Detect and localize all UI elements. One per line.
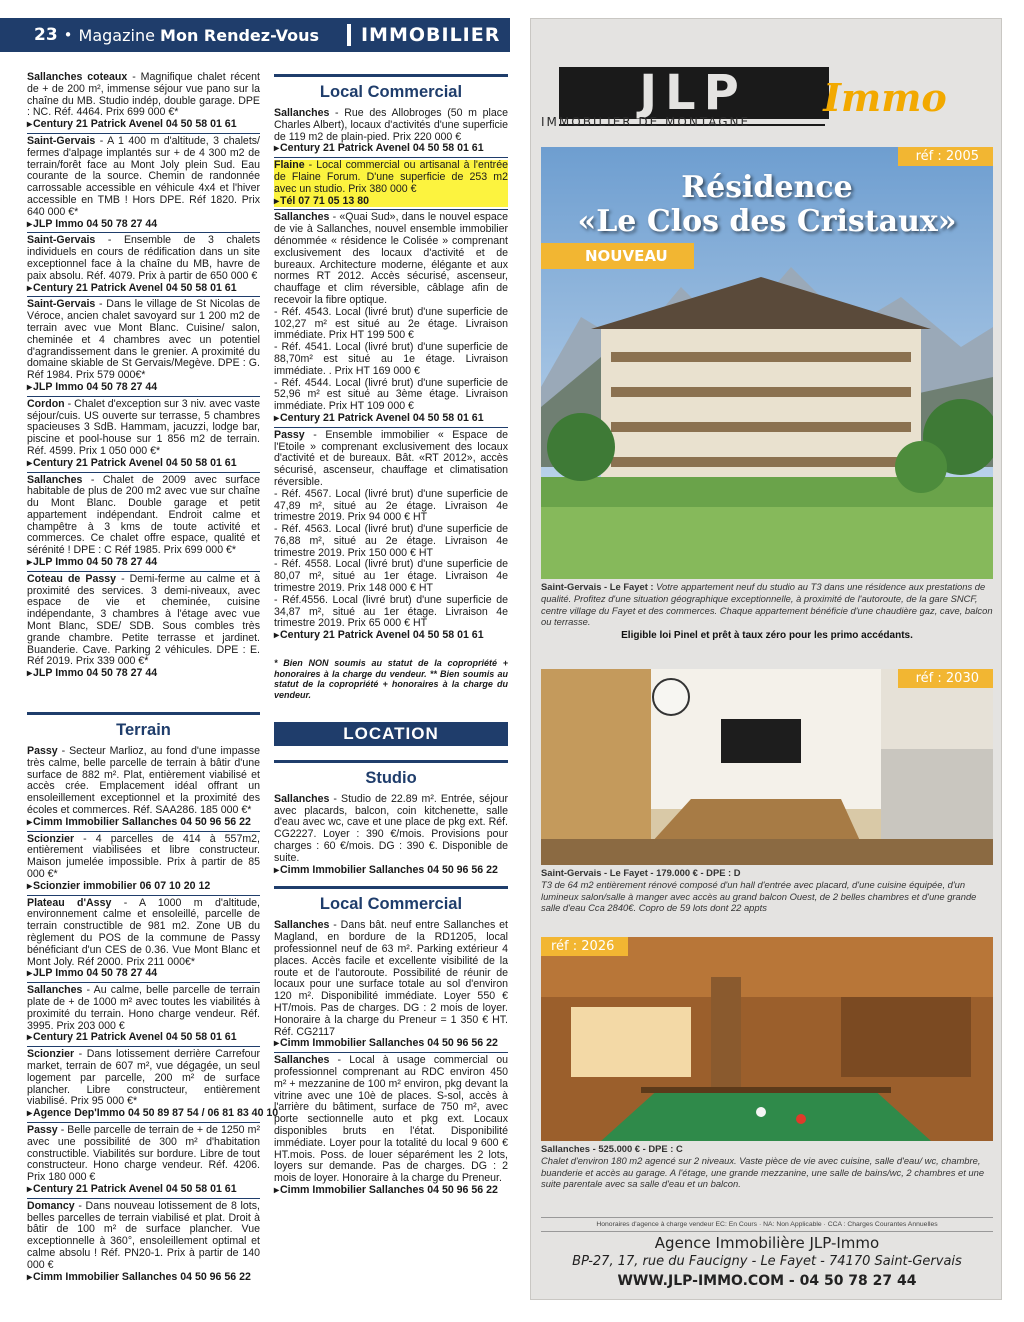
listing-text: - Ensemble immobilier « Espace de l'Etoile » comprenant exclusivement des locaux d'activité et de bureaux. Bât. «RT 2012», accès sécurisé, ascenseur, chauffage et climatisation réversible. - Réf. 4567. Local (livré brut) d'une superficie de 47,89 m², situé au 2e étage. Livraison 4e trimestre 2019. Prix 94 000 € HT - Réf. 4563. Local (livré brut) d'une superficie de 76,88 m², situé au 2e étage. Livraison 4e trimestre 2019. Prix 150 000 € HT - Réf. 4558. Local (livré brut) d'une superficie de 80,07 m², situé au 1er étage. Livraison 4e trimestre 2019. Prix 148 000 € HT - Réf.4556. Local (livré brut) d'une superficie de 34,87 m², situé au 1er étage. Livraison 4e trimestre 2019. Prix 65 000 € HT — [274, 428, 508, 630]
svg-text:Immo: Immo — [823, 75, 947, 120]
listing-town: Cordon — [27, 397, 65, 410]
listing — [274, 918, 508, 1052]
studio-ads-list — [274, 792, 508, 879]
listing-contact: ▸ Scionzier immobilier 06 07 10 20 12 — [27, 881, 260, 893]
listing-town: Passy — [274, 428, 305, 441]
listing-contact: ▸ Century 21 Patrick Avenel 04 50 58 01 61 — [27, 119, 260, 131]
listing-town: Sallanches — [274, 211, 330, 224]
listing-town: Coteau de Passy — [27, 572, 117, 585]
local-commercial-ads-list — [274, 106, 508, 644]
listing — [274, 157, 508, 209]
listing-contact: ▸ Century 21 Patrick Avenel 04 50 58 01 61 — [274, 143, 508, 155]
agency-address: BP-27, 17, rue du Faucigny - Le Fayet - 74170 Saint-Gervais — [572, 1254, 962, 1269]
listing — [27, 831, 260, 895]
chalet-photo — [541, 937, 993, 1141]
sale-ads-list — [27, 70, 260, 682]
agency-website[interactable]: WWW.JLP-IMMO.COM - 04 50 78 27 44 — [617, 1273, 917, 1289]
listing-text: - Local commercial ou artisanal à l'entrée de Flaine Forum. D'une superficie de 253 m2 avec un studio. Prix 380 000 € — [274, 159, 508, 195]
apartment-photo — [541, 669, 993, 865]
listing-town: Sallanches coteaux — [27, 71, 128, 83]
local-commercial-location-heading: Local Commercial — [274, 886, 508, 918]
listing-text: - Secteur Marlioz, au fond d'une impasse très calme, belle parcelle de terrain à bâtir d'une surface de 882 m². Plat, entièrement viabilisé et accès crée. Emplacement idéal offrant un ensoleillement exceptionnel et la proximité des écoles et commerces. Réf. SAA286. 185 000 €* — [27, 745, 260, 817]
listing-town: Saint-Gervais — [27, 298, 96, 311]
listing-contact: ▸ Century 21 Patrick Avenel 04 50 58 01 61 — [27, 283, 260, 295]
listing-contact: ▸ Cimm Immobilier Sallanches 04 50 96 56 22 — [274, 865, 508, 877]
ref-badge-2030: réf : 2030 — [898, 669, 993, 688]
listing-text: - Au calme, belle parcelle de terrain plate de + de 1000 m² avec toutes les viabilités à proximité du terrain. Hono charge vendeur. Réf. 3995. Prix 203 000 € — [27, 984, 260, 1032]
local-commercial-location-ads-list — [274, 918, 508, 1198]
listing — [27, 296, 260, 395]
listing-text: - Dans bât. neuf entre Sallanches et Magland, en bordure de la RD1205, local professionnel neuf de 63 m². Parking extérieur 4 places. Accès facile et excellente visibilité de la route et de l'autoroute. Possibilité de réunir de locaux pour une surface totale au sol d'environ 120 m². Disponibilité immédiate. Loyer 550 € HT/mois. Pas de charges. DG : 2 mois de loyer. Honoraire à la charge du Preneur = 1 350 € HT. Réf. CG2117 — [274, 919, 508, 1038]
listing-text: - Chalet de 2009 avec surface habitable de plus de 200 m2 avec vue sur chaîne du Mont Blanc. Double garage et petit appartement indépendant. Endroit calme et champêtre à 3 kms de toute activité et commerces. Ce chalet offre espace, qualité et sérénité ! DPE : C Réf 1985. Prix 699 000 €* — [27, 473, 260, 557]
listing-text: - Demi-ferme au calme et à proximité des services. 3 demi-niveaux, avec espace de vie et cheminée, cuisine indépendante, 3 chambres à l'étage avec vue Mont Blanc, SDE/ SDB. Sous combles très grande chambre. Petite terrasse et jardinet. Buanderie. Cave. Parking 2 véhicules. DPE : E. Réf 2019. Prix 339 000 €* — [27, 572, 260, 668]
listing-town: Sallanches — [274, 107, 330, 119]
listing-text: - Studio de 22.89 m². Entrée, séjour avec placards, balcon, coin kitchenette, salle d'eau avec wc, cave et une place de pkg ext. Réf. CG2227. Loyer : 390 €/mois. Provisions pour charges : 60 €/mois. DG : 390 €. Disponible de suite. — [274, 792, 508, 864]
listing-contact: ▸ Agence Dep'Immo 04 50 89 87 54 / 06 81 83 40 10 — [27, 1108, 260, 1120]
chalet-caption: Sallanches - 525.000 € - DPE : C Chalet d'environ 180 m2 agencé sur 2 niveaux. Vaste pièce de vie avec cuisine, salle d'eau/ wc, chambre, buanderie et accès au garage. A l'étage, une grande mezzanine, une salle de bains/wc, 2 chambres et une suite parentale avec sa salle d'eau et un balcon. — [541, 1143, 985, 1190]
ref-badge-2026: réf : 2026 — [541, 937, 628, 956]
agency-name: Agence Immobilière JLP-Immo — [654, 1234, 880, 1252]
residence-caption: Saint-Gervais - Le Fayet : Votre appartement neuf du studio au T3 dans une résidence aux prestations de qualité. Profitez d'une situation géographique exceptionnelle, à proximité de l'autoroute, de la gare SNCF, centre village du Fayet et des commerces. Chaque appartement bénéficie d'une chaudière gaz, cave, balcon ou terrasse. Eligible loi Pinel et prêt à taux zéro pour les primo accédants. — [541, 581, 993, 642]
listing — [274, 209, 508, 426]
listing-town: Passy — [27, 1123, 58, 1136]
chalet-illustration — [541, 937, 993, 1141]
listing-text: - Rue des Allobroges (50 m place Charles Albert), locaux d'activités d'une superficie de 119 m2 de plain-pied. Prix 220 000 € — [274, 107, 508, 143]
listing-town: Sallanches — [274, 919, 330, 932]
listing — [27, 982, 260, 1046]
location-banner: LOCATION — [274, 722, 508, 746]
separator-dot: • — [63, 26, 73, 44]
listing-text: - Chalet d'exception sur 3 niv. avec vaste séjour/cuis. US ouverte sur terrasse, 5 chambres spacieuses 3 SdB. Hammam, jacuzzi, lodge bar, piscine et pool-house sur 1 856 m2 de terrain. Réf. 4599. Prix 1 050 000 €* — [27, 397, 260, 457]
listing-text: - «Quai Sud», dans le nouvel espace de vie à Sallanches, nouvel ensemble immobilier dénommée « résidence le Colisée » comprenant exclusivement des locaux d'activité et de bureaux. Architecture moderne, élégante et aux normes RT 2012. Accès sécurisé, ascenseur, chauffage et clim réversible, câblage afin de recevoir la fibre optique. - Réf. 4543. Local (livré brut) d'une superficie de 102,27 m² est situé au 2e étage. Livraison immédiate. Prix HT 199 500 € - Réf. 4541. Local (livré brut) d'une superficie de 88,70m² est situé au 1e étage. Livraison immédiate. . Prix HT 169 000 € - Réf. 4544. Local (livré brut) d'une superficie de 52,96 m² est situé au 3ème étage. Livraison immédiate. Prix HT 109 000 € — [274, 211, 508, 413]
apartment-illustration — [541, 669, 993, 865]
listing — [274, 792, 508, 879]
listing-text: - A 1 400 m d'altitude, 3 chalets/ fermes d'alpage implantés sur + de 4 300 m2 de terrain/forêt face au Mont Joly plein Sud. Eau courante de la source. Chemin de randonnée carrossable accessible en véhicule 4x4 et l'hiver accessible en TMB ! Hors DPE. Réf 1820. Prix 640 000 €* — [27, 134, 260, 218]
header-divider — [347, 24, 351, 46]
listing — [27, 744, 260, 831]
ref-badge-2005: réf : 2005 — [898, 147, 993, 166]
listing-town: Passy — [27, 745, 58, 758]
listing-town: Scionzier — [27, 832, 75, 845]
listing-text: - Magnifique chalet récent de + de 200 m², immense séjour vue pano sur la chaîne du MB. Studio indép, double garage. DPE : NC. Réf. 4464. Prix 699 000 €* — [27, 71, 260, 119]
fees-note: Honoraires d'agence à charge vendeur EC: En Cours · NA: Non Applicable · CCA : Charges Courantes Annuelles — [541, 1217, 993, 1232]
listing-town: Sallanches — [27, 984, 83, 997]
local-commercial-heading: Local Commercial — [274, 74, 508, 106]
listing-contact: ▸ Cimm Immobilier Sallanches 04 50 96 56 22 — [274, 1185, 508, 1197]
magazine-title: Magazine Mon Rendez-Vous — [78, 25, 319, 45]
listing-contact: ▸ Cimm Immobilier Sallanches 04 50 96 56 22 — [27, 1272, 260, 1284]
residence-title: Résidence «Le Clos des Cristaux» — [577, 170, 957, 239]
listing-town: Saint-Gervais — [27, 234, 96, 247]
terrain-heading: Terrain — [27, 712, 260, 744]
page-header — [0, 18, 510, 52]
listing — [27, 133, 260, 232]
listing — [274, 427, 508, 644]
listing-town: Domancy — [27, 1199, 75, 1212]
listing-text: - Belle parcelle de terrain de + de 1250 m² avec une possibilité de 300 m² d'habitation constructible. Viabilités sur bordure. Libre de tout constructeur. Hono charge vendeur. Réf. 4206. Prix 180 000 € — [27, 1123, 260, 1184]
listing-text: - Dans le village de St Nicolas de Véroce, ancien chalet savoyard sur 1 200 m2 de terrain avec vue Mont Blanc. Cuisine/ salon, cheminée et 4 chambres avec un potentiel d'agrandissement dans le grenier. A proximité du domaine skiable de St Gervais/Megève. DPE : G. Réf 1984. Prix 579 000€* — [27, 298, 260, 382]
listing — [274, 106, 508, 157]
listing — [27, 1122, 260, 1198]
listing-text: - Dans lotissement derrière Carrefour market, terrain de 607 m², vue dégagée, un seul logement par parcelle, 200 m² de surface plancher. Libre constructeur, entièrement viabilisé. Prix 95 000 €* — [27, 1048, 260, 1108]
residence-photo — [541, 147, 993, 579]
agency-contact — [541, 1231, 993, 1291]
listing-town: Sallanches — [274, 792, 330, 805]
page-number: 23 — [34, 25, 58, 45]
listing-contact: ▸ JLP Immo 04 50 78 27 44 — [27, 668, 260, 680]
listing — [27, 396, 260, 472]
listing-town: Scionzier — [27, 1048, 75, 1061]
listing-contact: ▸ Century 21 Patrick Avenel 04 50 58 01 61 — [27, 1032, 260, 1044]
listing-contact: ▸ Century 21 Patrick Avenel 04 50 58 01 61 — [274, 413, 508, 425]
listing-town: Sallanches — [274, 1054, 330, 1067]
logo-tagline: IMMOBILIER DE MONTAGNE — [541, 115, 751, 129]
listing-contact: ▸ Cimm Immobilier Sallanches 04 50 96 56 22 — [274, 1038, 508, 1050]
listing — [27, 1198, 260, 1286]
listing-contact: ▸ JLP Immo 04 50 78 27 44 — [27, 219, 260, 231]
listing-town: Saint-Gervais — [27, 134, 96, 147]
jlp-immo-advert — [530, 18, 1002, 1300]
footnote: * Bien NON soumis au statut de la copropriété + honoraires à la charge du vendeur. ** Bien soumis au statut de la copropriété + honoraires à la charge du vendeur. — [274, 658, 508, 700]
listing-contact: ▸ Century 21 Patrick Avenel 04 50 58 01 61 — [27, 458, 260, 470]
studio-heading: Studio — [274, 760, 508, 792]
svg-text:JLP: JLP — [639, 65, 747, 121]
listing-contact: ▸ JLP Immo 04 50 78 27 44 — [27, 382, 260, 394]
section-title: IMMOBILIER — [360, 24, 501, 46]
column-middle — [274, 70, 508, 1199]
listing — [27, 571, 260, 682]
listing-contact: ▸ Century 21 Patrick Avenel 04 50 58 01 61 — [274, 630, 508, 642]
eligibility-note: Eligible loi Pinel et prêt à taux zéro pour les primo accédants. — [621, 630, 913, 642]
listing-town: Plateau d'Assy — [27, 896, 112, 909]
listing-contact: ▸ Century 21 Patrick Avenel 04 50 58 01 61 — [27, 1184, 260, 1196]
terrain-ads-list — [27, 744, 279, 1285]
listing — [27, 70, 260, 133]
listing-text: - A 1000 m d'altitude, environnement calme et ensoleillé, parcelle de terrain constructible de 981 m2. Zone UB du règlement du POS de la commune de Passy bénéficiant d'un CES de 0.36. Vue Mont Blanc et Mont Joly. Réf 2000. Prix 211 000€* — [27, 896, 260, 968]
listing — [27, 895, 260, 983]
listing-contact: ▸ JLP Immo 04 50 78 27 44 — [27, 968, 260, 980]
listing-text: - Dans nouveau lotissement de 8 lots, belles parcelles de terrain viabilisé et plat. Droit à bâtir de 100 m² de surface plancher. Vue exceptionnelle à 360°, ensoleillement optimal et calme absolu ! Réf. PN20-1. Prix à partir de 140 000 € — [27, 1199, 260, 1271]
listing-contact: ▸ Cimm Immobilier Sallanches 04 50 96 56 22 — [27, 817, 260, 829]
apartment-caption: Saint-Gervais - Le Fayet - 179.000 € - DPE : D T3 de 64 m2 entièrement rénové composé d'un hall d'entrée avec placard, d'une cuisine équipée, d'un lumineux salon/salle à manger avec accès au grand balcon Ouest, de 2 belles chambres et d'une grande salle d'eau Cca 2840€. Copro de 59 lots dont 22 appts — [541, 867, 977, 914]
listing-contact: ▸ JLP Immo 04 50 78 27 44 — [27, 557, 260, 569]
listing-text: - Local à usage commercial ou professionnel comprenant au RDC environ 450 m² + mezzanine de 100 m² environ, pkg devant la vitrine avec une 10è de places. S-sol, accès à l'arrière du bâtiment, surface de 750 m², avec porte sectionnelle auto et pkg ext. Locaux disponibles bruts en l'état. Disponibilité immédiate. Loyer pour la totalité du local 9 600 € HT.mois. Poss. de louer séparément les 2 lots, loyers sur demande. Pas de charges. DG : 2 mois de loyer. Honoraire à la charge du Preneur. — [274, 1054, 508, 1185]
listing-town: Sallanches — [27, 473, 83, 486]
listing — [274, 1052, 508, 1199]
listing — [27, 1046, 279, 1122]
listing-town: Flaine — [274, 159, 305, 172]
listing — [27, 232, 260, 296]
listing-contact: ▸ Tél 07 71 05 13 80 — [274, 196, 508, 208]
nouveau-badge: NOUVEAU — [541, 243, 694, 269]
listing-text: - Ensemble de 3 chalets individuels en cours de rédification dans un site exceptionnel face à la chaîne du MB, havre de paix absolu. Réf. 4079. Prix à partir de 650 000 € — [27, 234, 260, 282]
column-left — [27, 70, 279, 1285]
listing-text: - 4 parcelles de 414 à 557m2, entièrement viabilisées et libre constructeur. Maison jumelée impossible. Prix à partir de 85 000 €* — [27, 832, 260, 881]
listing — [27, 472, 260, 571]
